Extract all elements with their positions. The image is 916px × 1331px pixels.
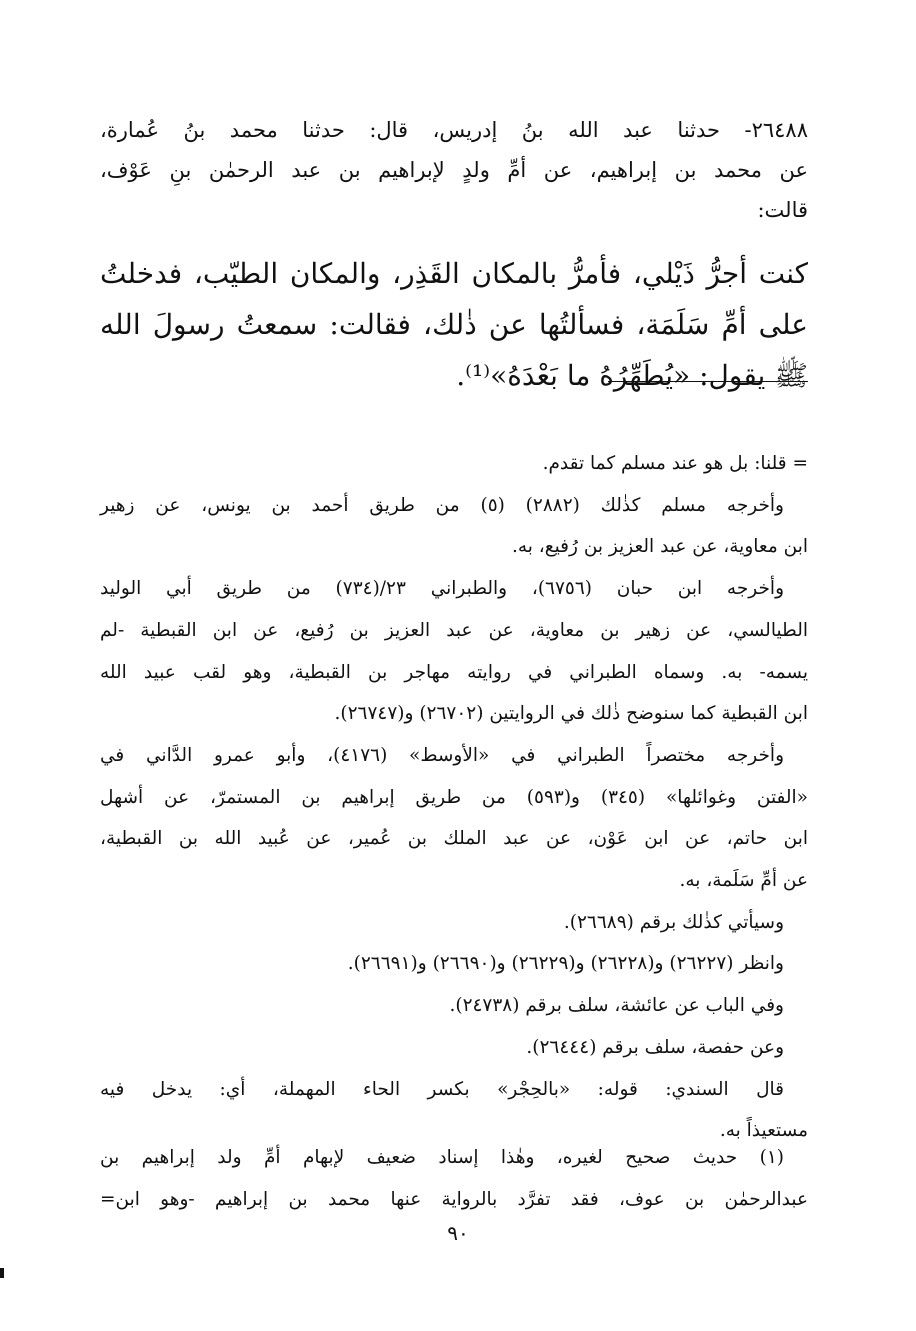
isnad-line: عن محمد بن إبراهيم، عن أمِّ ولدٍ لإبراهيم بن عبد الرحمٰن بنِ عَوْف، — [100, 158, 808, 182]
isnad-line: قالت: — [757, 198, 808, 222]
page-number: ٩٠ — [447, 1221, 469, 1245]
note-line: وأخرجه ابن حبان (٦٧٥٦)، والطبراني ٢٣/(٧٣٤) من طريق أبي الوليد — [100, 578, 785, 600]
matn-line: ﷺ يقول: «يُطَهِّرُهُ ما بَعْدَهُ»⁽¹⁾. — [456, 359, 808, 392]
note-line: وأخرجه مختصراً الطبراني في «الأوسط» (٤١٧٦)، وأبو عمرو الدَّاني في — [100, 744, 784, 766]
footnote — [100, 1137, 808, 1221]
note-line: الطيالسي، عن زهير بن معاوية، عن عبد العزيز بن رُفيع، عن ابن القبطية -لم — [100, 619, 808, 641]
matn-line: على أمِّ سَلَمَة، فسألتُها عن ذٰلك، فقالت: سمعتُ رسولَ الله — [100, 308, 808, 341]
footnote-separator — [608, 381, 808, 382]
note-line: قال السندي: قوله: «بالحِجْر» بكسر الحاء المهملة، أي: يدخل فيه — [100, 1078, 784, 1100]
footnote-line: (١) حديث صحيح لغيره، وهٰذا إسناد ضعيف لإبهام أمِّ ولد إبراهيم بن — [100, 1147, 784, 1168]
note-line: وفي الباب عن عائشة، سلف برقم (٢٤٧٣٨). — [449, 995, 784, 1017]
matn-line: كنت أجرُّ ذَيْلي، فأمرُّ بالمكان القَذِر، والمكان الطيّب، فدخلتُ — [100, 257, 808, 290]
hadith-isnad — [100, 110, 808, 230]
note-line: وعن حفصة، سلف برقم (٢٦٤٤٤). — [526, 1036, 784, 1058]
note-line: وانظر (٢٦٢٢٧) و(٢٦٢٢٨) و(٢٦٢٢٩) و(٢٦٦٩٠) و(٢٦٦٩١). — [347, 953, 784, 975]
note-line: وسيأتي كذٰلك برقم (٢٦٦٨٩). — [563, 911, 784, 933]
note-line: وأخرجه مسلم كذٰلك (٢٨٨٢) (٥) من طريق أحمد بن يونس، عن زهير — [100, 494, 784, 516]
note-line: = قلنا: بل هو عند مسلم كما تقدم. — [542, 453, 808, 474]
hadith-matn — [100, 248, 808, 401]
isnad-line: ٢٦٤٨٨- حدثنا عبد الله بنُ إدريس، قال: حدثنا محمد بنُ عُمارة، — [100, 118, 808, 142]
note-line: ابن معاوية، عن عبد العزيز بن رُفيع، به. — [511, 536, 808, 558]
scan-edge-mark — [0, 1268, 4, 1278]
note-line: مستعيذاً به. — [719, 1120, 808, 1142]
takhrij-notes — [100, 443, 808, 1152]
note-line: ابن حاتم، عن ابن عَوْن، عن عبد الملك بن عُمير، عن عُبيد الله بن القبطية، — [100, 828, 808, 850]
note-line: عن أمِّ سَلَمة، به. — [679, 870, 808, 892]
footnote-line: عبدالرحمٰن بن عوف، فقد تفرَّد بالرواية عنها محمد بن إبراهيم -وهو ابن= — [100, 1189, 808, 1210]
note-line: «الفتن وغوائلها» (٣٤٥) و(٥٩٣) من طريق إبراهيم بن المستمرّ، عن أشهل — [100, 786, 808, 808]
note-line: يسمه- به. وسماه الطبراني في روايته مهاجر بن القبطية، وهو لقب عبيد الله — [100, 661, 808, 683]
note-line: ابن القبطية كما سنوضح ذٰلك في الروايتين (٢٦٧٠٢) و(٢٦٧٤٧). — [334, 703, 808, 725]
